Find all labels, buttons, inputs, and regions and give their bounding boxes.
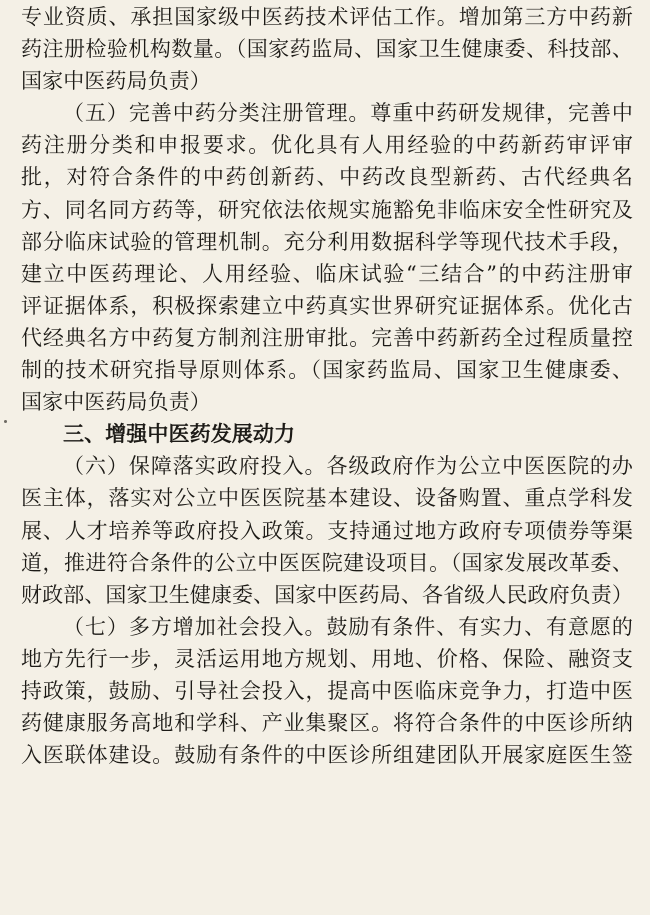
section-seven-heading-line: （七）多方增加社会投入。鼓励有条件、有实力、有意愿的 <box>63 614 633 639</box>
text-line: 医主体，落实对公立中医医院基本建设、设备购置、重点学科发 <box>21 486 633 511</box>
text-line: 国家中医药局负责） <box>21 69 211 94</box>
text-line: 道，推进符合条件的公立中医医院建设项目。（国家发展改革委、 <box>21 550 633 575</box>
text-line: 药健康服务高地和学科、产业集聚区。将符合条件的中医诊所纳 <box>21 711 633 736</box>
text-line: 专业资质、承担国家级中医药技术评估工作。增加第三方中药新 <box>21 5 633 29</box>
text-line: 展、人才培养等政府投入政策。支持通过地方政府专项债券等渠 <box>21 518 633 543</box>
text-line: 评证据体系，积极探索建立中药真实世界研究证据体系。优化古 <box>21 293 633 318</box>
text-line: 批，对符合条件的中药创新药、中药改良型新药、古代经典名 <box>21 165 633 190</box>
text-line: 药注册检验机构数量。（国家药监局、国家卫生健康委、科技部、 <box>21 37 633 62</box>
section-three-heading: 三、增强中医药发展动力 <box>63 422 296 447</box>
text-line: 持政策，鼓励、引导社会投入，提高中医临床竞争力，打造中医 <box>21 678 633 703</box>
text-line: 部分临床试验的管理机制。充分利用数据科学等现代技术手段， <box>21 229 633 254</box>
section-six-heading-line: （六）保障落实政府投入。各级政府作为公立中医医院的办 <box>63 454 633 479</box>
text-line: 方、同名同方药等，研究依法依规实施豁免非临床安全性研究及 <box>21 197 633 222</box>
scan-speck <box>4 420 7 423</box>
section-five-heading-line: （五）完善中药分类注册管理。尊重中药研发规律，完善中 <box>63 101 633 126</box>
text-line: 地方先行一步，灵活运用地方规划、用地、价格、保险、融资支 <box>21 646 633 671</box>
text-line: 国家中医药局负责） <box>21 390 211 415</box>
text-line: 财政部、国家卫生健康委、国家中医药局、各省级人民政府负责） <box>21 582 633 607</box>
text-line: 制的技术研究指导原则体系。（国家药监局、国家卫生健康委、 <box>21 358 633 383</box>
text-line: 入医联体建设。鼓励有条件的中医诊所组建团队开展家庭医生签 <box>21 743 633 768</box>
text-line: 建立中医药理论、人用经验、临床试验“三结合”的中药注册审 <box>21 261 633 286</box>
text-line: 代经典名方中药复方制剂注册审批。完善中药新药全过程质量控 <box>21 325 633 350</box>
text-line: 药注册分类和申报要求。优化具有人用经验的中药新药审评审 <box>21 133 633 158</box>
